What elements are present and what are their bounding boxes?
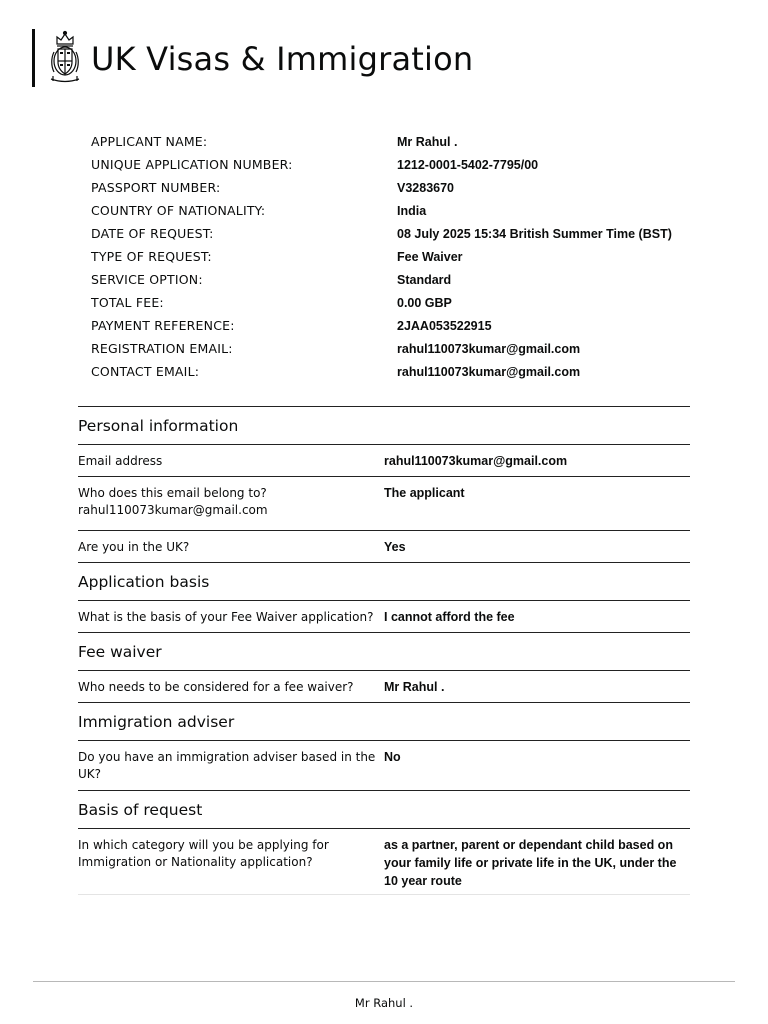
summary-label: DATE OF REQUEST: xyxy=(91,226,214,241)
summary-row xyxy=(91,360,691,383)
royal-crest-icon xyxy=(47,29,83,87)
summary-value: 08 July 2025 15:34 British Summer Time (BST) xyxy=(397,226,672,241)
qa-row xyxy=(78,445,690,477)
question-text: Who does this email belong to? rahul110073kumar@gmail.com xyxy=(78,486,268,517)
page-title: UK Visas & Immigration xyxy=(91,40,474,78)
summary-row xyxy=(91,314,691,337)
section-title: Fee waiver xyxy=(78,633,690,671)
summary-label: PAYMENT REFERENCE: xyxy=(91,318,235,333)
footer-applicant-name: Mr Rahul . xyxy=(354,996,414,1010)
summary-label: UNIQUE APPLICATION NUMBER: xyxy=(91,157,293,172)
qa-row xyxy=(78,531,690,563)
summary-value: 1212-0001-5402-7795/00 xyxy=(397,157,539,172)
qa-row xyxy=(78,601,690,633)
summary-value: Standard xyxy=(397,272,452,287)
application-details xyxy=(78,406,690,895)
qa-row xyxy=(78,477,690,531)
question-text: Do you have an immigration adviser based in the UK? xyxy=(78,750,376,781)
question-text: Email address xyxy=(78,454,163,468)
answer-text: The applicant xyxy=(384,486,465,500)
question-text: Who needs to be considered for a fee waiver? xyxy=(78,680,354,694)
answer-text: Yes xyxy=(384,540,406,554)
summary-value: Fee Waiver xyxy=(397,249,463,264)
summary-value: Mr Rahul . xyxy=(397,134,458,149)
summary-value: India xyxy=(397,203,427,218)
summary-label: CONTACT EMAIL: xyxy=(91,364,200,379)
application-summary xyxy=(91,130,691,383)
footer-divider xyxy=(33,981,735,982)
summary-label: PASSPORT NUMBER: xyxy=(91,180,221,195)
page-header xyxy=(32,28,473,88)
summary-value: 2JAA053522915 xyxy=(397,318,492,333)
summary-row xyxy=(91,222,691,245)
summary-label: REGISTRATION EMAIL: xyxy=(91,341,233,356)
summary-row xyxy=(91,268,691,291)
qa-row xyxy=(78,671,690,703)
summary-label: TYPE OF REQUEST: xyxy=(91,249,212,264)
summary-row xyxy=(91,199,691,222)
qa-row xyxy=(78,741,690,791)
summary-row xyxy=(91,245,691,268)
summary-value: rahul110073kumar@gmail.com xyxy=(397,364,581,379)
question-text: Are you in the UK? xyxy=(78,540,190,554)
header-rule xyxy=(32,29,35,87)
answer-text: Mr Rahul . xyxy=(384,680,445,694)
question-text: What is the basis of your Fee Waiver application? xyxy=(78,610,374,624)
summary-row xyxy=(91,130,691,153)
section-title: Personal information xyxy=(78,407,690,445)
summary-value: 0.00 GBP xyxy=(397,295,452,310)
section-title: Application basis xyxy=(78,563,690,601)
summary-row xyxy=(91,291,691,314)
summary-row xyxy=(91,176,691,199)
question-text: In which category will you be applying for Immigration or Nationality application? xyxy=(78,838,329,869)
answer-text: I cannot afford the fee xyxy=(384,610,515,624)
answer-text: as a partner, parent or dependant child based on your family life or private life in the UK, under the 10 year route xyxy=(384,838,677,888)
summary-label: COUNTRY OF NATIONALITY: xyxy=(91,203,266,218)
summary-row xyxy=(91,153,691,176)
answer-text: No xyxy=(384,750,401,764)
summary-label: SERVICE OPTION: xyxy=(91,272,203,287)
section-title: Immigration adviser xyxy=(78,703,690,741)
summary-label: APPLICANT NAME: xyxy=(91,134,208,149)
summary-label: TOTAL FEE: xyxy=(91,295,164,310)
summary-value: V3283670 xyxy=(397,180,455,195)
section-title: Basis of request xyxy=(78,791,690,829)
answer-text: rahul110073kumar@gmail.com xyxy=(384,454,568,468)
summary-row xyxy=(91,337,691,360)
summary-value: rahul110073kumar@gmail.com xyxy=(397,341,581,356)
qa-row xyxy=(78,829,690,895)
